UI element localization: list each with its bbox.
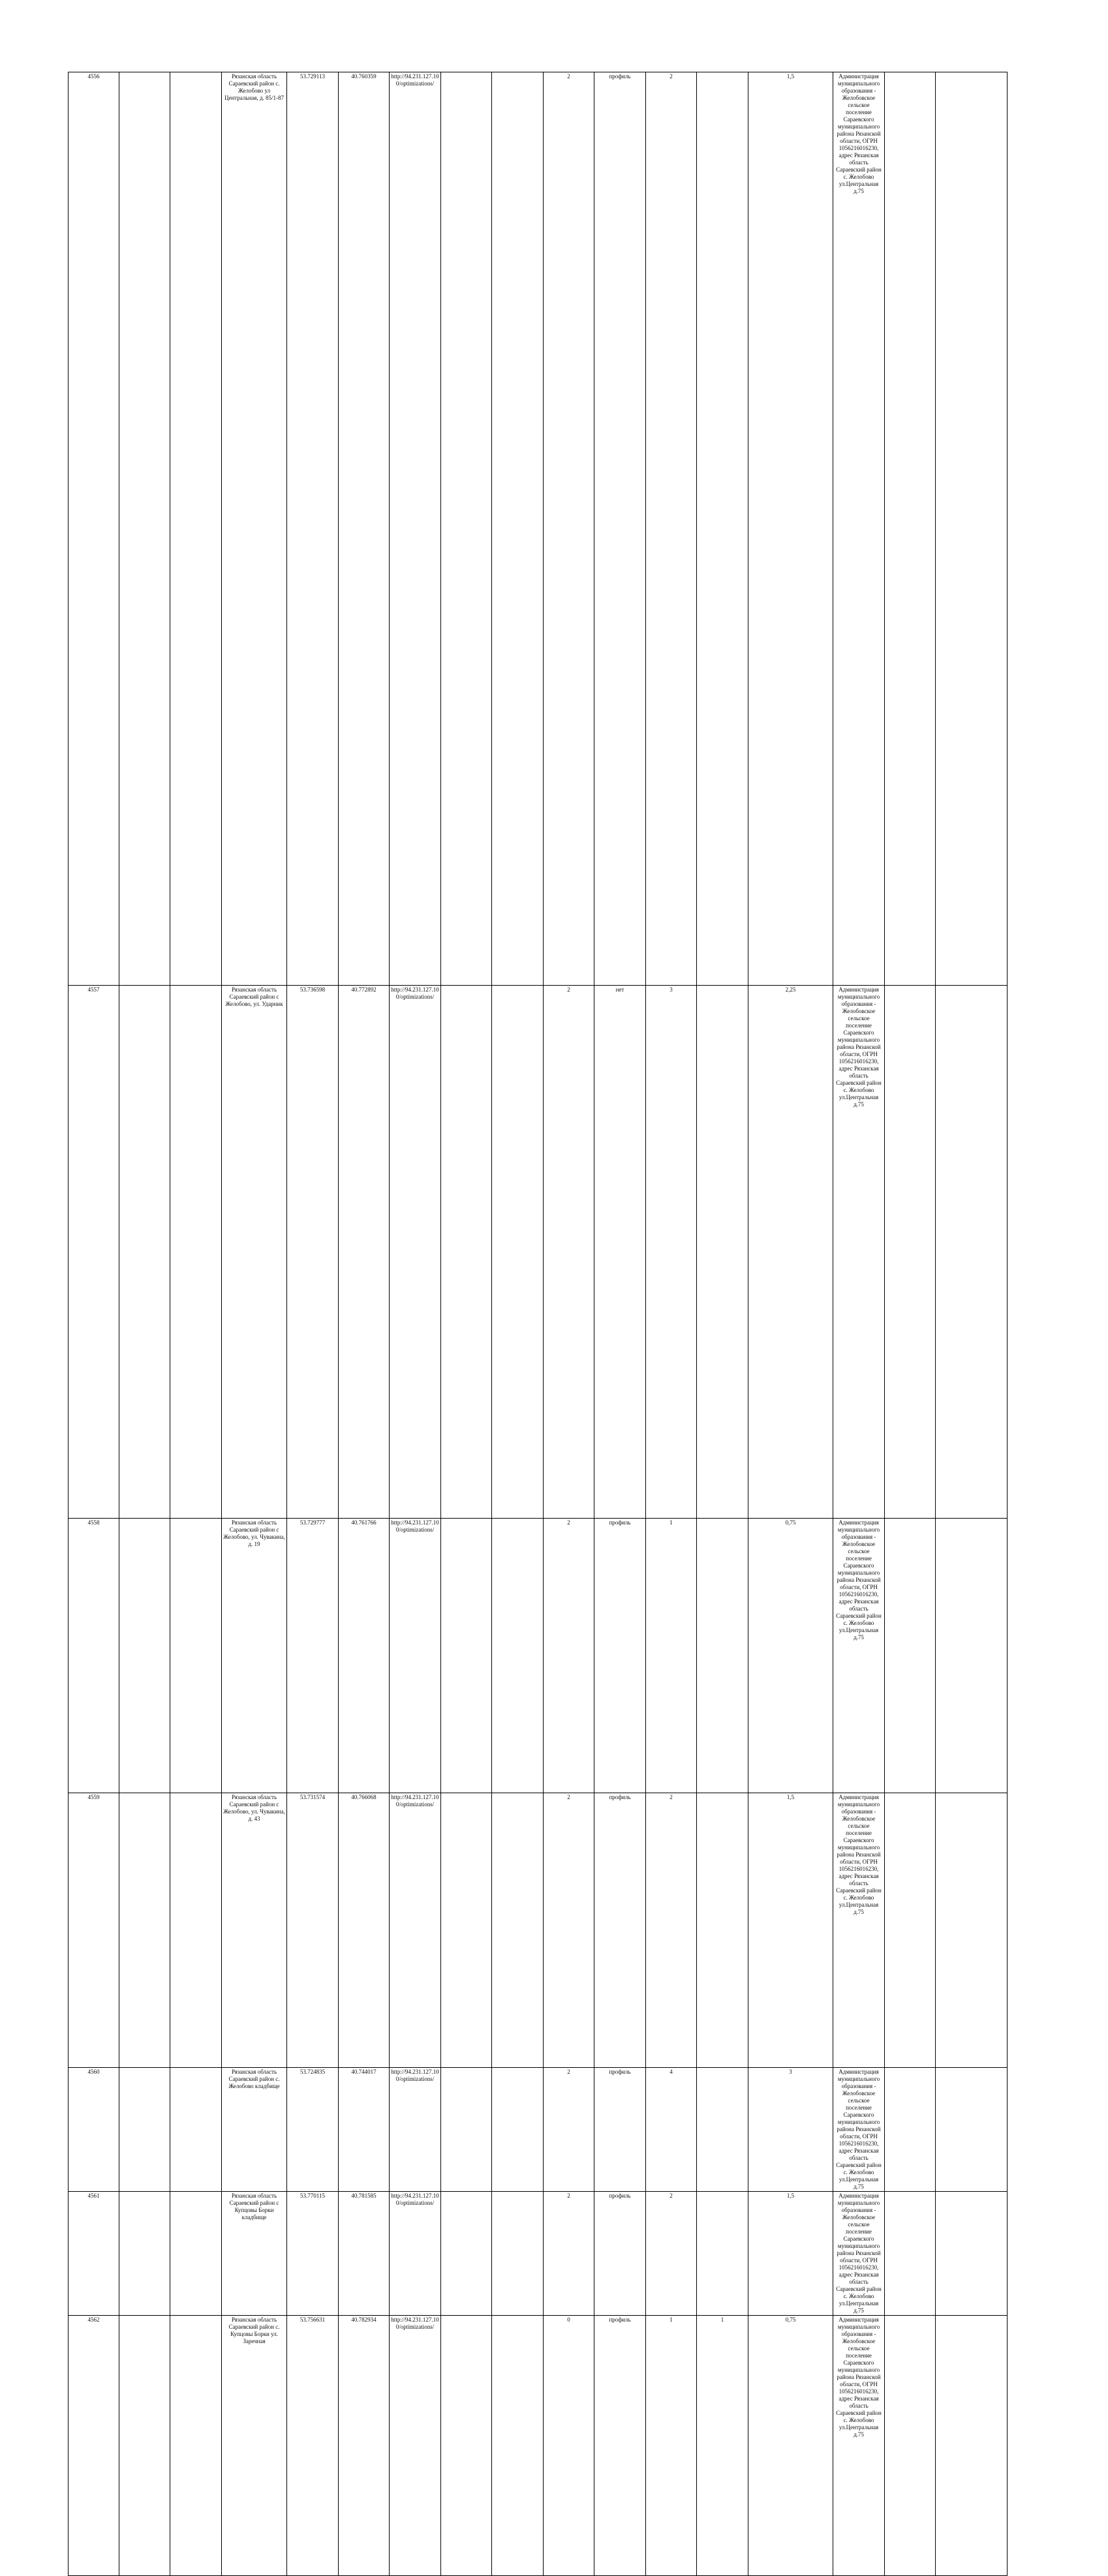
url-cell: http://94.231.127.100/optimizations/ [390, 1793, 441, 2068]
empty-cell [936, 986, 1008, 1519]
empty-cell [492, 1793, 544, 2068]
volume-cell: 1,5 [748, 2192, 833, 2316]
value-cell [697, 1519, 748, 1793]
volume-cell: 3 [748, 2068, 833, 2192]
address-cell: Рязанская область Сараевский район с. Купцовы Борки ул. Заречная [222, 2316, 287, 2576]
empty-cell [441, 2192, 492, 2316]
latitude-cell: 53.770115 [287, 2192, 339, 2316]
row-number-cell: 4562 [69, 2316, 119, 2576]
address-cell: Рязанская область Сараевский район с Желобово, ул. Чувакина, д. 19 [222, 1519, 287, 1793]
empty-cell [441, 72, 492, 986]
value-cell [697, 986, 748, 1519]
address-cell: Рязанская область Сараевский район с. Желобово кладбище [222, 2068, 287, 2192]
empty-cell [119, 72, 170, 986]
url-cell: http://94.231.127.100/optimizations/ [390, 2316, 441, 2576]
empty-cell [170, 72, 222, 986]
longitude-cell: 40.766068 [339, 1793, 390, 2068]
empty-cell [492, 986, 544, 1519]
owner-cell: Администрация муниципального образования - Желобовское сельское поселение Сараевского муниципального района Рязанской области, ОГРН 1056216016230, адрес Рязанская область Сараевский район с. Желобово ул.Центральная д.75 [833, 72, 885, 986]
empty-cell [885, 72, 936, 986]
table-row [69, 2068, 1008, 2192]
value-cell: 2 [544, 2192, 594, 2316]
container-count-cell: 4 [646, 2068, 697, 2192]
row-number-cell: 4558 [69, 1519, 119, 1793]
volume-cell: 0,75 [748, 2316, 833, 2576]
row-number-cell: 4556 [69, 72, 119, 986]
url-cell: http://94.231.127.100/optimizations/ [390, 1519, 441, 1793]
empty-cell [936, 72, 1008, 986]
empty-cell [119, 1793, 170, 2068]
empty-cell [119, 2068, 170, 2192]
empty-cell [885, 1519, 936, 1793]
empty-cell [119, 2316, 170, 2576]
volume-cell: 1,5 [748, 72, 833, 986]
value-cell: 0 [544, 2316, 594, 2576]
row-number-cell: 4557 [69, 986, 119, 1519]
address-cell: Рязанская область Сараевский район с Желобово, ул. Ударник [222, 986, 287, 1519]
value-cell [697, 2192, 748, 2316]
empty-cell [936, 2192, 1008, 2316]
empty-cell [441, 2316, 492, 2576]
table-row [69, 2316, 1008, 2576]
empty-cell [441, 2068, 492, 2192]
table-row [69, 1519, 1008, 1793]
longitude-cell: 40.760359 [339, 72, 390, 986]
empty-cell [492, 72, 544, 986]
fence-material-cell: профиль [594, 72, 646, 986]
empty-cell [492, 2316, 544, 2576]
empty-cell [119, 2192, 170, 2316]
empty-cell [170, 1519, 222, 1793]
value-cell: 2 [544, 2068, 594, 2192]
value-cell [697, 2068, 748, 2192]
volume-cell: 0,75 [748, 1519, 833, 1793]
value-cell: 2 [544, 1519, 594, 1793]
empty-cell [885, 2316, 936, 2576]
empty-cell [170, 1793, 222, 2068]
longitude-cell: 40.772892 [339, 986, 390, 1519]
fence-material-cell: профиль [594, 1793, 646, 2068]
table-row [69, 986, 1008, 1519]
fence-material-cell: профиль [594, 1519, 646, 1793]
container-count-cell: 3 [646, 986, 697, 1519]
container-count-cell: 2 [646, 1793, 697, 2068]
value-cell: 2 [544, 986, 594, 1519]
latitude-cell: 53.729777 [287, 1519, 339, 1793]
address-cell: Рязанская область Сараевский район с Желобово, ул. Чувакина, д. 43 [222, 1793, 287, 2068]
table-row [69, 1793, 1008, 2068]
fence-material-cell: нет [594, 986, 646, 1519]
value-cell: 2 [544, 72, 594, 986]
volume-cell: 1,5 [748, 1793, 833, 2068]
table-row [69, 72, 1008, 986]
empty-cell [885, 1793, 936, 2068]
empty-cell [170, 2192, 222, 2316]
latitude-cell: 53.724835 [287, 2068, 339, 2192]
table-row [69, 2192, 1008, 2316]
empty-cell [441, 1793, 492, 2068]
longitude-cell: 40.781585 [339, 2192, 390, 2316]
owner-cell: Администрация муниципального образования - Желобовское сельское поселение Сараевского муниципального района Рязанской области, ОГРН 1056216016230, адрес Рязанская область Сараевский район с. Желобово ул.Центральная д.75 [833, 1793, 885, 2068]
empty-cell [170, 2316, 222, 2576]
volume-cell: 2,25 [748, 986, 833, 1519]
owner-cell: Администрация муниципального образования - Желобовское сельское поселение Сараевского муниципального района Рязанской области, ОГРН 1056216016230, адрес Рязанская область Сараевский район с. Желобово ул.Центральная д.75 [833, 1519, 885, 1793]
empty-cell [441, 986, 492, 1519]
empty-cell [936, 2068, 1008, 2192]
empty-cell [170, 986, 222, 1519]
row-number-cell: 4559 [69, 1793, 119, 2068]
address-cell: Рязанская область Сараевский район с. Желобово ул Центральная, д. 85/1-87 [222, 72, 287, 986]
container-count-cell: 2 [646, 2192, 697, 2316]
row-number-cell: 4561 [69, 2192, 119, 2316]
longitude-cell: 40.782934 [339, 2316, 390, 2576]
longitude-cell: 40.761766 [339, 1519, 390, 1793]
empty-cell [936, 2316, 1008, 2576]
empty-cell [119, 986, 170, 1519]
latitude-cell: 53.736598 [287, 986, 339, 1519]
empty-cell [885, 2192, 936, 2316]
empty-cell [170, 2068, 222, 2192]
container-count-cell: 1 [646, 1519, 697, 1793]
empty-cell [492, 2192, 544, 2316]
empty-cell [936, 1519, 1008, 1793]
url-cell: http://94.231.127.100/optimizations/ [390, 2192, 441, 2316]
empty-cell [492, 1519, 544, 1793]
value-cell: 1 [697, 2316, 748, 2576]
value-cell: 2 [544, 1793, 594, 2068]
value-cell [697, 72, 748, 986]
value-cell [697, 1793, 748, 2068]
container-sites-table [68, 72, 1008, 2576]
latitude-cell: 53.731574 [287, 1793, 339, 2068]
owner-cell: Администрация муниципального образования - Желобовское сельское поселение Сараевского муниципального района Рязанской области, ОГРН 1056216016230, адрес Рязанская область Сараевский район с. Желобово ул.Центральная д.75 [833, 2068, 885, 2192]
container-count-cell: 2 [646, 72, 697, 986]
fence-material-cell: профиль [594, 2068, 646, 2192]
empty-cell [492, 2068, 544, 2192]
owner-cell: Администрация муниципального образования - Желобовское сельское поселение Сараевского муниципального района Рязанской области, ОГРН 1056216016230, адрес Рязанская область Сараевский район с. Желобово ул.Центральная д.75 [833, 2316, 885, 2576]
fence-material-cell: профиль [594, 2192, 646, 2316]
empty-cell [936, 1793, 1008, 2068]
empty-cell [885, 986, 936, 1519]
row-number-cell: 4560 [69, 2068, 119, 2192]
longitude-cell: 40.744017 [339, 2068, 390, 2192]
latitude-cell: 53.729113 [287, 72, 339, 986]
url-cell: http://94.231.127.100/optimizations/ [390, 2068, 441, 2192]
owner-cell: Администрация муниципального образования - Желобовское сельское поселение Сараевского муниципального района Рязанской области, ОГРН 1056216016230, адрес Рязанская область Сараевский район с. Желобово ул.Центральная д.75 [833, 986, 885, 1519]
container-count-cell: 1 [646, 2316, 697, 2576]
latitude-cell: 53.756631 [287, 2316, 339, 2576]
empty-cell [885, 2068, 936, 2192]
address-cell: Рязанская область Сараевский район с Купцовы Борки кладбище [222, 2192, 287, 2316]
empty-cell [119, 1519, 170, 1793]
url-cell: http://94.231.127.100/optimizations/ [390, 72, 441, 986]
owner-cell: Администрация муниципального образования - Желобовское сельское поселение Сараевского муниципального района Рязанской области, ОГРН 1056216016230, адрес Рязанская область Сараевский район с. Желобово ул.Центральная д.75 [833, 2192, 885, 2316]
fence-material-cell: профиль [594, 2316, 646, 2576]
empty-cell [441, 1519, 492, 1793]
url-cell: http://94.231.127.100/optimizations/ [390, 986, 441, 1519]
